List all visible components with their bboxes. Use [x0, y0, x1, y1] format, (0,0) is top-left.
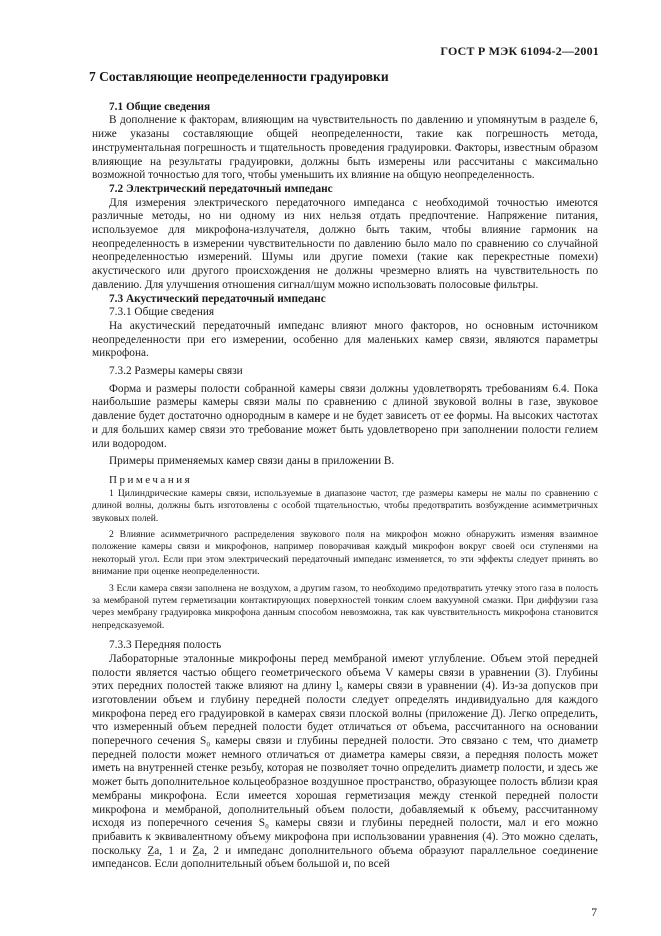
note-1: 1 Цилиндрические камеры связи, используемые в диапазоне частот, где размеры камеры не малы по сравнению с длиной волны, должны быть изготовлены с особой тщательностью, чтобы предотвратить возбуждение асимметричных звуковых полей.: [92, 487, 598, 524]
section-7-3-2-text: Форма и размеры полости собранной камеры связи должны удовлетворять требованиям 6.4. Пока наибольшие размеры камеры связи малы по сравнению с длиной звуковой волны в газе, звуковое давление будет достаточно однородным в камере и не будет зависеть от ее формы. На высоких частотах и для больших камер связи это требование может быть удовлетворено при заполнении полости гелием или водородом.: [92, 382, 598, 450]
note-3: 3 Если камера связи заполнена не воздухом, а другим газом, то необходимо предотвратить утечку этого газа в полость за мембраной путем герметизации контактирующих поверхностей тонким слоем вакуумной смазки. При диффузии газа через мембрану градуировка микрофона данным способом невозможна, так как чувствительность микрофона становится непредсказуемой.: [92, 582, 598, 631]
document-header: ГОСТ Р МЭК 61094-2—2001: [440, 44, 599, 58]
section-7-3-title: 7.3 Акустический передаточный импеданс: [109, 292, 326, 305]
section-7-3-3-text: Лабораторные эталонные микрофоны перед мембраной имеют углубление. Объем этой передней полости является частью общего геометрического объема V камеры связи в уравнении (3). Глубины этих передних полостей также влияют на длину l₀ камеры связи в уравнении (4). Из-за допусков при изготовлении объем и глубину передней полости следует определять индивидуально для каждого микрофона перед его градуировкой в камерах связи плоской волны (приложение Д). Легко определить, что измеренный объем передней полости будет отличаться от объема, рассчитанного на основании поперечного сечения S₀ камеры связи и глубины передней полости. Это связано с тем, что диаметр передней полости может немного отличаться от диаметра камеры связи, а передняя полость может иметь на внутренней стенке резьбу, которая не позволяет точно определить диаметр полости, и здесь же может быть дополнительное кольцеобразное воздушное пространство, образующее полость вблизи края мембраны микрофона. Если имеется хорошая герметизация между стенкой передней полости микрофона и мембраной, дополнительный объем полости, добавляемый к объему, рассчитанному исходя из поперечного сечения S₀ камеры связи и глубины передней полости, мал и его можно прибавить к эквивалентному объему микрофона при использовании уравнения (4). Это можно сделать, поскольку Z̲a, 1 и Z̲a, 2 и импеданс дополнительного объема образуют параллельное соединение импедансов. Если дополнительный объем большой и, по всей: [92, 652, 598, 871]
section-7-3-1-text: На акустический передаточный импеданс влияют много факторов, но основным источником неопределенности при его измерении, особенно для маленьких камер связи, являются параметры микрофона.: [92, 319, 598, 360]
notes-title: Примечания: [109, 473, 193, 486]
note-2: 2 Влияние асимметричного распределения звукового поля на микрофон можно обнаружить изменяя взаимное положение камеры связи и микрофонов, например поворачивая каждый микрофон вокруг своей оси ступенями на некоторый угол. Если при этом электрический передаточный импеданс изменяется, то эти эффекты следует принять во внимание при оценке неопределенности.: [92, 528, 598, 578]
section-7-3-2-title: 7.3.2 Размеры камеры связи: [109, 365, 243, 378]
section-7-1-text: В дополнение к факторам, влияющим на чувствительность по давлению и упомянутым в разделе 6, ниже указаны составляющие общей неопределенности, такие как погрешность метода, инструментальная погрешность и тщательность проведения градуировки. Факторы, известным образом влияющие на результаты градуировки, должны быть измерены или рассчитаны с максимально возможной точностью для того, чтобы уменьшить их влияние на общую неопределенность.: [92, 114, 598, 182]
section-7-title: 7 Составляющие неопределенности градуировки: [89, 69, 389, 84]
page-content: [89, 69, 598, 872]
section-7-3-3-title: 7.3.3 Передняя полость: [109, 639, 222, 652]
section-7-3-1-title: 7.3.1 Общие сведения: [109, 306, 215, 319]
section-7-3-2-text-2: Примеры применяемых камер связи даны в приложении В.: [109, 455, 395, 468]
section-7-1-title: 7.1 Общие сведения: [109, 100, 211, 113]
page-number: 7: [591, 907, 597, 919]
section-7-2-title: 7.2 Электрический передаточный импеданс: [109, 182, 333, 195]
section-7-2-text: Для измерения электрического передаточного импеданса с необходимой точностью имеются различные методы, но ни одному из них нельзя отдать предпочтение. Напряжение питания, используемое для микрофона-излучателя, должно быть таким, чтобы влияние гармоник на неопределенность в измерении чувствительности по давлению было мало по сравнению со случайной неопределенностью измерений. Шумы или другие помехи (такие как перекрестные помехи) акустического или другого происхождения не должны чрезмерно влиять на чувствительность по давлению. Для улучшения отношения сигнал/шум можно использовать полосовые фильтры.: [92, 196, 598, 291]
